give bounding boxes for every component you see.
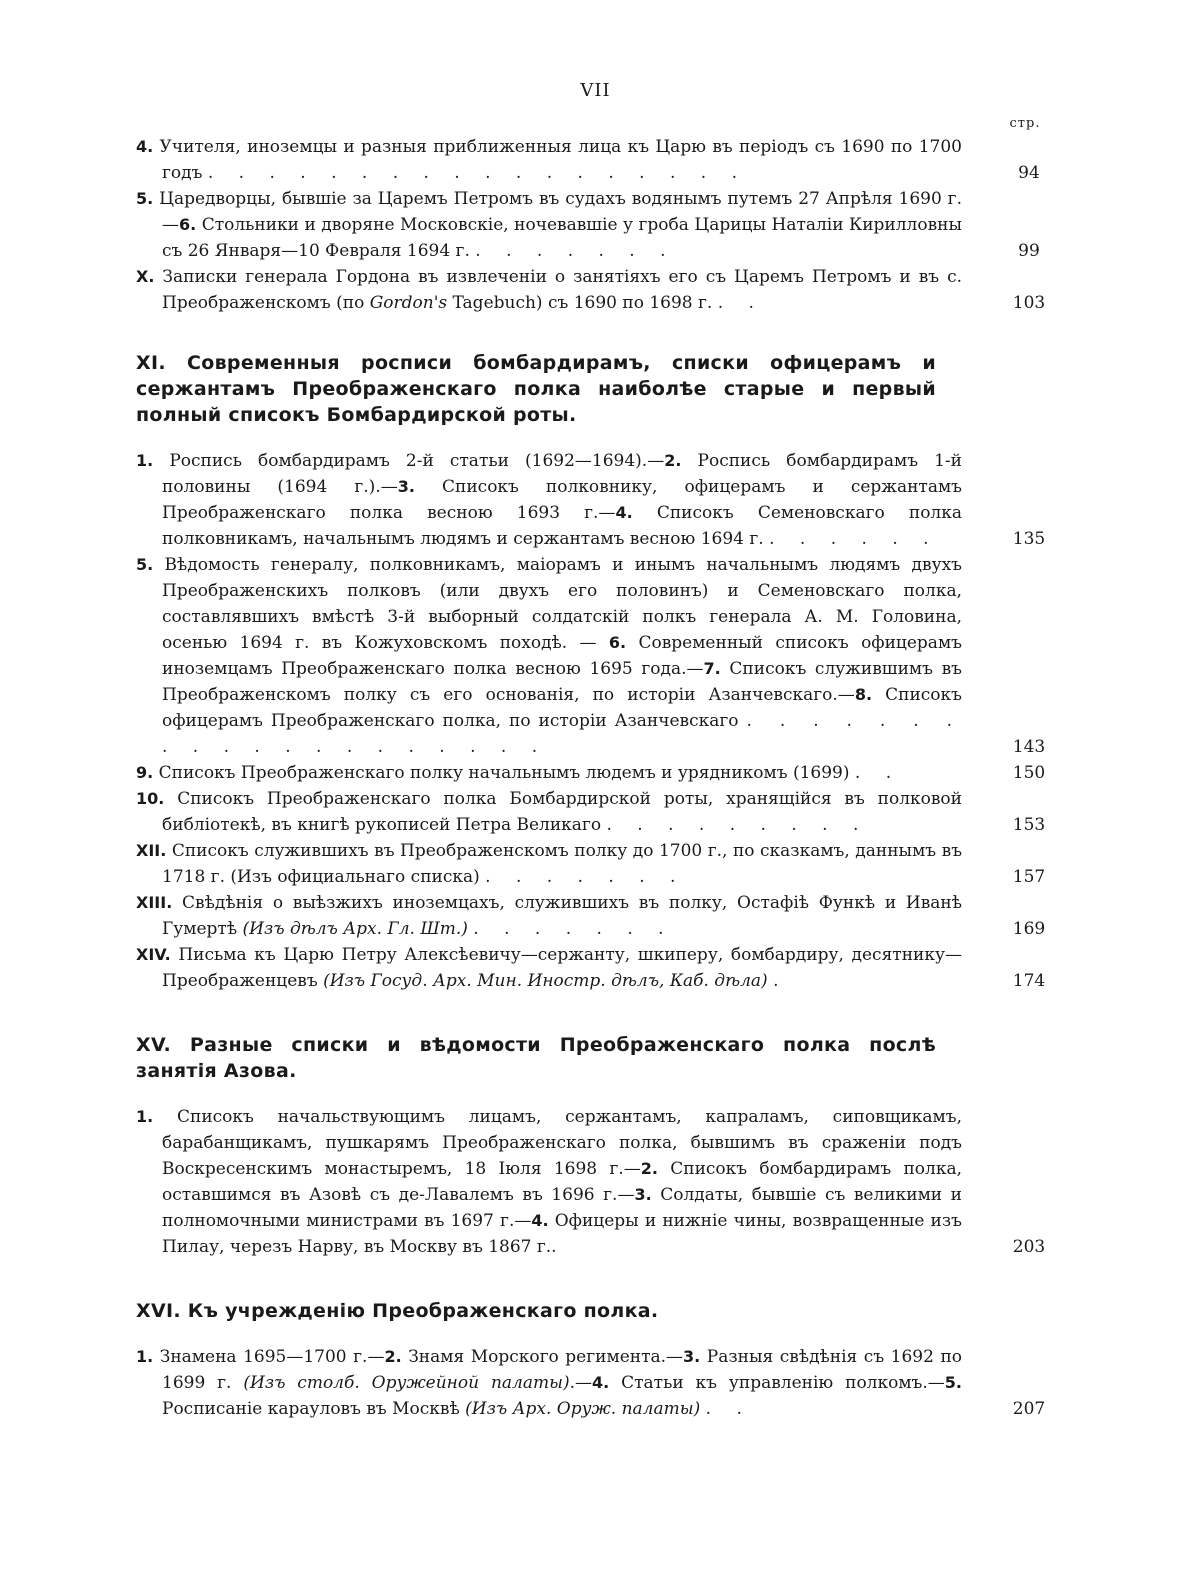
toc-entry: XII. Списокъ служившихъ въ Преображенскомъ полку до 1700 г., по сказкамъ, даннымъ въ 1718 г. (Изъ официальнаго списка) . . . . . . . 157 [136, 838, 1064, 890]
section-number: XV. [136, 1034, 172, 1056]
entry-text: Tagebuch) съ 1690 по 1698 г. [447, 293, 713, 313]
entry-page: 103 [1012, 293, 1046, 313]
toc-entry: XIV. Письма къ Царю Петру Алексѣевичу—сержанту, шкиперу, бомбардиру, десятнику—Преображенцевъ (Изъ Госуд. Арх. Мин. Иностр. дѣлъ, Каб. дѣла) . 174 [136, 942, 1064, 994]
entry-number: X. [136, 267, 155, 286]
toc-entry: 4. Учителя, иноземцы и разныя приближенныя лица къ Царю въ періодъ съ 1690 по 1700 годъ . . . . . . . . . . . . . . . . . . 94 [136, 134, 1064, 186]
entry-number: XII. [136, 841, 167, 860]
entry-text: Стольники и дворяне Московскіе, ночевавшіе у гроба Царицы Наталіи Кирилловны съ 26 Января—10 Февраля 1694 г. [162, 215, 962, 261]
entry-number: 5. [136, 189, 154, 208]
entry-text: Статьи къ управленію полкомъ.— [609, 1373, 945, 1393]
entry-page: 203 [1012, 1237, 1046, 1257]
entry-number: XIII. [136, 893, 173, 912]
section-number: XI. [136, 352, 166, 374]
section-number: XVI. [136, 1300, 181, 1322]
sub-number: 3. [634, 1185, 652, 1204]
sub-number: 2. [640, 1159, 658, 1178]
section-title: Разные списки и вѣдомости Преображенскаго полка послѣ занятія Азова. [136, 1034, 936, 1082]
entry-text: Знамена 1695—1700 г.— [159, 1347, 385, 1367]
entry-text: Списокъ Преображенскаго полку начальнымъ людемъ и урядникомъ (1699) [158, 763, 850, 783]
entry-text: Списокъ офицерамъ Преображенскаго полка, по исторіи Азанчевскаго [162, 685, 962, 731]
sub-number: 3. [683, 1347, 701, 1366]
sub-number: 6. [608, 633, 627, 652]
toc-entry: 10. Списокъ Преображенскаго полка Бомбардирской роты, хранящійся въ полковой библіотекѣ, въ книгѣ рукописей Петра Великаго . . . . . . . . . 153 [136, 786, 1064, 838]
entry-number: 10. [136, 789, 165, 808]
entry-text: Царедворцы, бывшіе за Царемъ Петромъ въ судахъ водянымъ путемъ 27 Апрѣля 1690 г.— [159, 189, 962, 235]
entry-text: Свѣдѣнія о выѣзжихъ иноземцахъ, служившихъ въ полку, Остафіѣ Функѣ и Иванѣ Гумертѣ [162, 893, 963, 939]
sub-number: 4. [615, 503, 633, 522]
entry-number: 1. [136, 1347, 154, 1366]
sub-number: 5. [944, 1373, 962, 1392]
entry-text: Списокъ служившихъ въ Преображенскомъ полку до 1700 г., по сказкамъ, даннымъ въ 1718 г. (Изъ официальнаго списка) [162, 841, 963, 887]
sub-number: 7. [703, 659, 721, 678]
section-heading-xi [136, 350, 936, 428]
sub-number: 6. [179, 215, 197, 234]
toc-entry: X. Записки генерала Гордона въ извлеченіи о занятіяхъ его съ Царемъ Петромъ и въ с. Преображенскомъ (по Gordon's Tagebuch) съ 1690 по 1698 г. . . 103 [136, 264, 1064, 316]
entry-page: 157 [1012, 867, 1046, 887]
entry-page: 207 [1012, 1399, 1046, 1419]
entry-italic: Gordon's [369, 293, 448, 313]
entry-text: Письма къ Царю Петру Алексѣевичу—сержанту, шкиперу, бомбардиру, десятнику—Преображенцевъ [162, 945, 962, 991]
entry-text: Знамя Морского регимента.— [401, 1347, 684, 1367]
toc-entry: 1. Знамена 1695—1700 г.—2. Знамя Морского регимента.—3. Разныя свѣдѣнія съ 1692 по 1699 г. (Изъ столб. Оружейной палаты).—4. Статьи къ управленію полкомъ.—5. Росписаніе карауловъ въ Москвѣ (Изъ Арх. Оруж. палаты) . . 207 [136, 1344, 1064, 1422]
entry-text: Современный списокъ офицерамъ иноземцамъ Преображенскаго полка весною 1695 года.— [162, 633, 962, 679]
toc-entry: XIII. Свѣдѣнія о выѣзжихъ иноземцахъ, служившихъ въ полку, Остафіѣ Функѣ и Иванѣ Гумертѣ (Изъ дѣлъ Арх. Гл. Шт.) . . . . . . . 169 [136, 890, 1064, 942]
entry-page: 135 [1012, 529, 1046, 549]
sub-number: 8. [854, 685, 873, 704]
entry-number: 4. [136, 137, 154, 156]
entry-text: Списокъ бомбардирамъ полка, оставшимся въ Азовѣ съ де-Лавалемъ въ 1696 г.— [162, 1159, 963, 1205]
entry-text: Разныя свѣдѣнія съ 1692 по 1699 г. [162, 1347, 963, 1393]
entry-number: 5. [136, 555, 154, 574]
entry-page: 143 [1012, 737, 1046, 757]
sub-number: 3. [397, 477, 415, 496]
entry-number: XIV. [136, 945, 171, 964]
table-of-contents [136, 134, 1064, 1422]
entry-text: .— [569, 1373, 593, 1393]
toc-entry: 5. Вѣдомость генералу, полковникамъ, маіорамъ и инымъ начальнымъ людямъ двухъ Преображенскихъ полковъ (или двухъ его половинъ) и Семеновскаго полка, составлявшихъ вмѣстѣ 3-й выборный солдатскій полкъ генерала А. М. Головина, осенью 1694 г. въ Кожуховскомъ походѣ. — 6. Современный списокъ офицерамъ иноземцамъ Преображенскаго полка весною 1695 года.—7. Списокъ служившимъ въ Преображенскомъ полку съ его основанія, по исторіи Азанчевскаго.—8. Списокъ офицерамъ Преображенскаго полка, по исторіи Азанчевскаго . . . . . . . . . . . . . . . . . . . . 143 [136, 552, 1064, 760]
section-heading-xv [136, 1032, 936, 1084]
entry-number: 1. [136, 1107, 154, 1126]
page-number: VII [580, 80, 611, 101]
entry-number: 9. [136, 763, 154, 782]
entry-text: Роспись бомбардирамъ 1-й половины (1694 г.).— [162, 451, 963, 497]
entry-text: Роспись бомбардирамъ 2-й статьи (1692—1694).— [169, 451, 665, 471]
entry-page: 94 [1018, 163, 1040, 183]
entry-page: 99 [1018, 241, 1040, 261]
section-heading-xvi [136, 1298, 936, 1324]
entry-text: Списокъ Семеновскаго полка полковникамъ, начальнымъ людямъ и сержантамъ весною 1694 г. [162, 503, 962, 549]
section-title: Къ учрежденію Преображенскаго полка. [187, 1300, 659, 1322]
entry-italic: (Изъ Арх. Оруж. палаты) [465, 1399, 701, 1419]
entry-page: 169 [1012, 919, 1046, 939]
entry-text: Учителя, иноземцы и разныя приближенныя лица къ Царю въ періодъ съ 1690 по 1700 годъ [159, 137, 962, 183]
entry-page: 153 [1012, 815, 1046, 835]
sub-number: 2. [664, 451, 682, 470]
entry-page: 174 [1012, 971, 1046, 991]
entry-text: Записки генерала Гордона въ извлеченіи о занятіяхъ его съ Царемъ Петромъ и въ с. Преображенскомъ (по [162, 267, 963, 313]
entry-italic: (Изъ Госуд. Арх. Мин. Иностр. дѣлъ, Каб. дѣла) [323, 971, 768, 991]
sub-number: 2. [384, 1347, 402, 1366]
entry-page: 150 [1012, 763, 1046, 783]
toc-entry [136, 1104, 1064, 1260]
entry-number: 1. [136, 451, 154, 470]
entry-text: Списокъ Преображенскаго полка Бомбардирской роты, хранящійся въ полковой библіотекѣ, въ книгѣ рукописей Петра Великаго [162, 789, 962, 835]
entry-italic: (Изъ дѣлъ Арх. Гл. Шт.) [242, 919, 468, 939]
entry-text: Офицеры и нижніе чины, возвращенные изъ Пилау, черезъ Нарву, въ Москву въ 1867 г.. [162, 1211, 962, 1257]
entry-text: Списокъ начальствующимъ лицамъ, сержантамъ, капраламъ, сиповщикамъ, барабанщикамъ, пушкарямъ Преображенскаго полка, бывшимъ въ сраженіи подъ Воскресенскимъ монастыремъ, 18 Іюля 1698 г.— [162, 1107, 962, 1179]
entry-text: Вѣдомость генералу, полковникамъ, маіорамъ и инымъ начальнымъ людямъ двухъ Преображенскихъ полковъ (или двухъ его половинъ) и Семеновскаго полка, составлявшихъ вмѣстѣ 3-й выборный солдатскій полкъ генерала А. М. Головина, осенью 1694 г. въ Кожуховскомъ походѣ. — [162, 555, 963, 653]
page-column-label: стр. [1009, 116, 1041, 131]
toc-entry: 5. Царедворцы, бывшіе за Царемъ Петромъ въ судахъ водянымъ путемъ 27 Апрѣля 1690 г.—6. Стольники и дворяне Московскіе, ночевавшіе у гроба Царицы Наталіи Кирилловны съ 26 Января—10 Февраля 1694 г. . . . . . . . 99 [136, 186, 1064, 264]
sub-number: 4. [531, 1211, 549, 1230]
sub-number: 4. [592, 1373, 610, 1392]
toc-entry: 9. Списокъ Преображенскаго полку начальнымъ людемъ и урядникомъ (1699) . . 150 [136, 760, 1064, 786]
section-title: Современныя росписи бомбардирамъ, списки офицерамъ и сержантамъ Преображенскаго полка наиболѣе старые и первый полный списокъ Бомбардирской роты. [136, 352, 936, 426]
entry-italic: (Изъ столб. Оружейной палаты) [243, 1373, 570, 1393]
entry-text: Списокъ служившимъ въ Преображенскомъ полку съ его основанія, по исторіи Азанчевскаго.— [162, 659, 962, 705]
entry-text: Списокъ полковнику, офицерамъ и сержантамъ Преображенскаго полка весною 1693 г.— [162, 477, 962, 523]
entry-text: Росписаніе карауловъ въ Москвѣ [162, 1399, 466, 1419]
entry-text: Солдаты, бывшіе съ великими и полномочными министрами въ 1697 г.— [162, 1185, 963, 1231]
toc-entry: 1. Роспись бомбардирамъ 2-й статьи (1692—1694).—2. Роспись бомбардирамъ 1-й половины (1694 г.).—3. Списокъ полковнику, офицерамъ и сержантамъ Преображенскаго полка весною 1693 г.—4. Списокъ Семеновскаго полка полковникамъ, начальнымъ людямъ и сержантамъ весною 1694 г. . . . . . . 135 [136, 448, 1064, 552]
